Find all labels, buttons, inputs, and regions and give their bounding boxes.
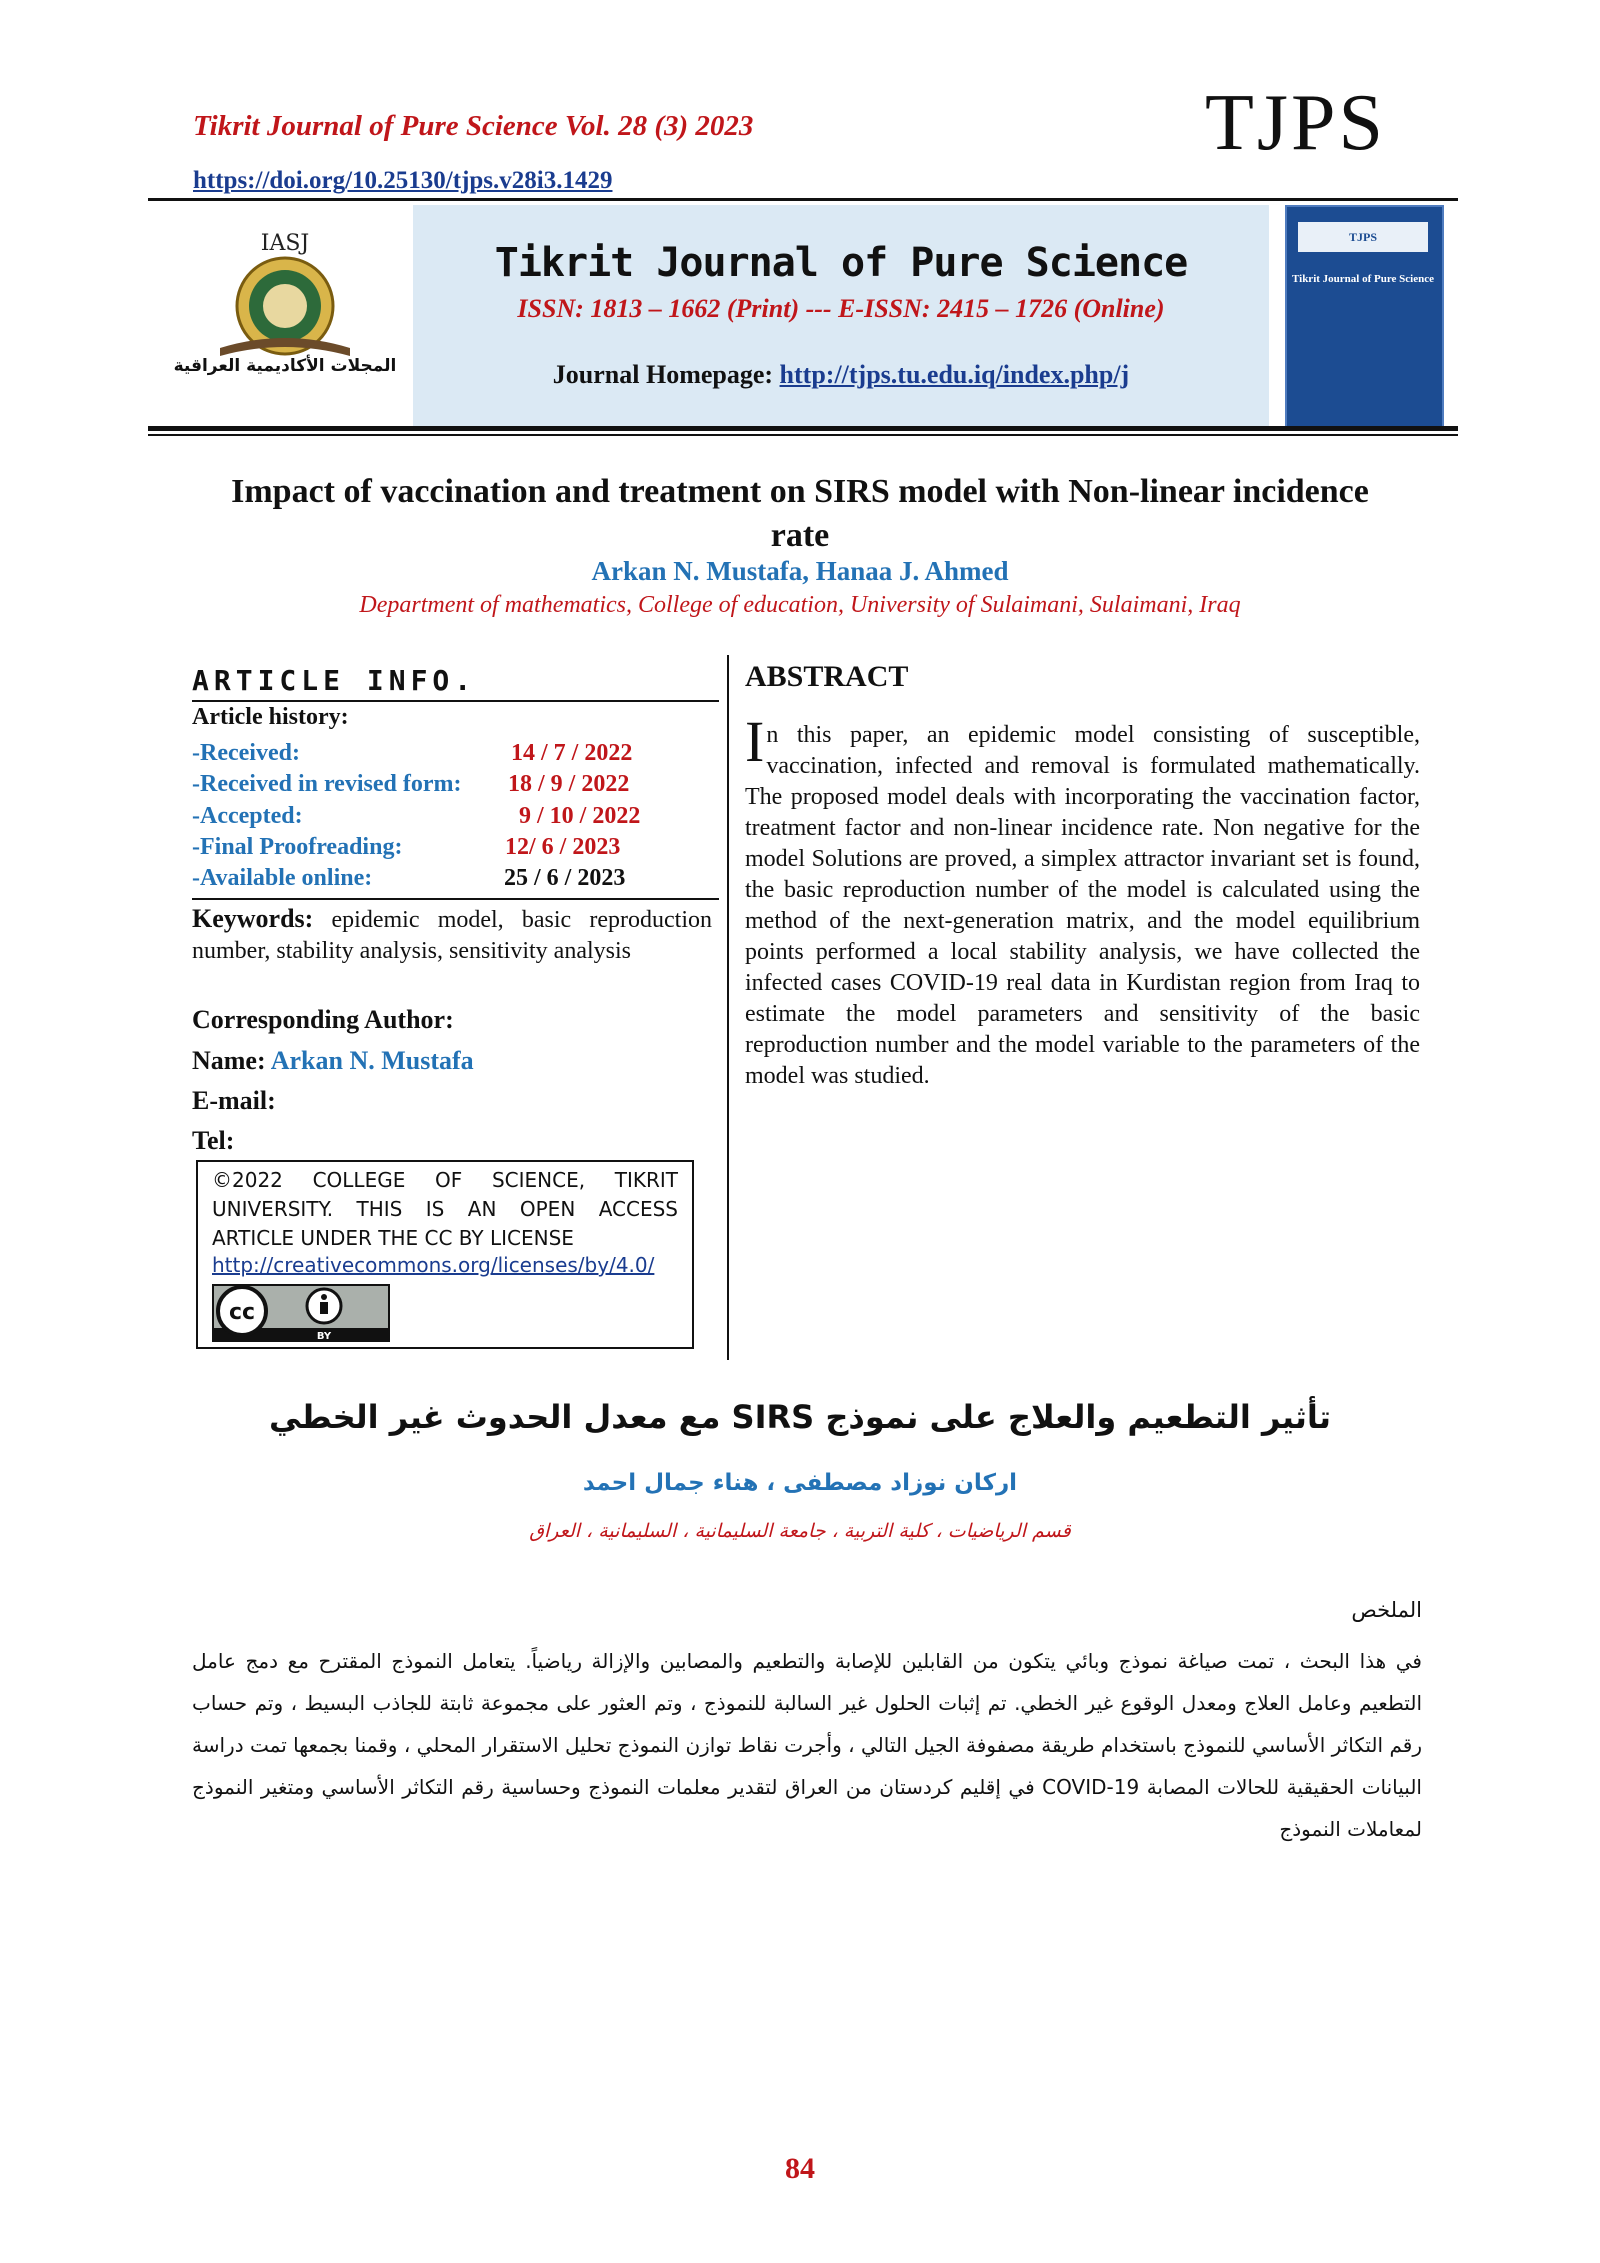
doi-link[interactable]: https://doi.org/10.25130/tjps.v28i3.1429 bbox=[193, 167, 613, 194]
journal-homepage bbox=[413, 360, 1269, 390]
history-date-proofreading: 12/ 6 / 2023 bbox=[505, 834, 621, 860]
history-date-received: 14 / 7 / 2022 bbox=[511, 740, 633, 766]
article-authors: Arkan N. Mustafa, Hanaa J. Ahmed bbox=[591, 556, 1009, 586]
history-label-received: -Received: bbox=[192, 740, 300, 766]
keywords-text: epidemic model, basic reproduction number, stability analysis, sensitivity analysis bbox=[192, 907, 713, 964]
name-value: Arkan N. Mustafa bbox=[270, 1046, 474, 1075]
cc-by-badge bbox=[212, 1284, 390, 1342]
info-rule-top bbox=[192, 700, 719, 702]
history-date-online: 25 / 6 / 2023 bbox=[504, 865, 626, 891]
history-row-online bbox=[192, 865, 712, 892]
history-row-received bbox=[192, 740, 712, 767]
email-label: E-mail: bbox=[192, 1086, 276, 1115]
license-link[interactable]: http://creativecommons.org/licenses/by/4.0/ bbox=[212, 1253, 655, 1277]
article-title: Impact of vaccination and treatment on SIRS model with Non-linear incidence rate bbox=[231, 473, 1369, 554]
history-label-proofreading: -Final Proofreading: bbox=[192, 834, 403, 860]
homepage-label: Journal Homepage: bbox=[552, 360, 774, 389]
cover-title: Tikrit Journal of Pure Science bbox=[1292, 273, 1434, 285]
info-rule-bottom bbox=[192, 898, 719, 900]
column-separator bbox=[727, 655, 729, 1360]
homepage-link[interactable]: http://tjps.tu.edu.iq/index.php/j bbox=[779, 360, 1130, 389]
arabic-abstract-body: في هذا البحث ، تمت صياغة نموذج وبائي يتكون من القابلين للإصابة والتطعيم والمصابين والإزالة رياضياً. يتعامل النموذج المقترح مع دمج عامل التطعيم وعامل العلاج ومعدل الوقوع غير الخطي. تم إثبات الحلول غير السالبة للنموذج ، وتم العثور على مجموعة ثابتة للجاذب البسيط ، وتم حساب رقم التكاثر الأساسي للنموذج باستخدام طريقة مصفوفة الجيل التالي ، وأجرت نقاط توازن النموذج تحليل الاستقرار المحلي ، وقمنا بجمعها تمت دراسة البيانات الحقيقية للحالات المصابة COVID-19 في إقليم كردستان من العراق لتقدير معلمات النموذج وحساسية رقم التكاثر الأساسي ومتغير النموذج لمعاملات النموذج bbox=[192, 1649, 1422, 1841]
history-row-revised bbox=[192, 771, 712, 798]
tel-label: Tel: bbox=[192, 1126, 235, 1155]
corresponding-author-label: Corresponding Author: bbox=[192, 1005, 454, 1034]
history-date-accepted: 9 / 10 / 2022 bbox=[519, 803, 641, 829]
abstract-text: n this paper, an epidemic model consisting of susceptible, vaccination, infected and removal is formulated mathematically. The proposed model deals with incorporating the vaccination factor, treatment factor and non-linear incidence rate. Non negative for the model Solutions are proved, a simplex attractor invariant set is found, the basic reproduction number of the model is calculated using the method of the next-generation matrix, and the model equilibrium points performed a local stability analysis, we have collected the infected cases COVID-19 real data in Kurdistan region from Iraq to estimate the model parameters and sensitivity of the basic reproduction number and the model variable to the parameters of the model was studied. bbox=[745, 722, 1420, 1089]
keywords-label: Keywords: bbox=[192, 904, 314, 933]
arabic-affiliation: قسم الرياضيات ، كلية التربية ، جامعة السليمانية ، السليمانية ، العراق bbox=[529, 1520, 1071, 1542]
journal-banner-title: Tikrit Journal of Pure Science bbox=[494, 240, 1188, 286]
abstract-body bbox=[745, 709, 1420, 1092]
svg-text:cc: cc bbox=[228, 1300, 256, 1325]
history-label: Article history: bbox=[192, 704, 349, 730]
history-date-revised: 18 / 9 / 2022 bbox=[508, 771, 630, 797]
keywords bbox=[192, 903, 712, 967]
abstract-heading: ABSTRACT bbox=[745, 660, 909, 693]
history-row-proofreading bbox=[192, 834, 712, 861]
journal-citation: Tikrit Journal of Pure Science Vol. 28 (3) 2023 bbox=[193, 110, 754, 142]
article-info-heading: ARTICLE INFO. bbox=[192, 664, 477, 697]
header-rule-top bbox=[148, 198, 1458, 201]
name-label: Name: bbox=[192, 1046, 266, 1075]
history-row-accepted bbox=[192, 803, 712, 830]
arabic-abstract-heading: الملخص bbox=[1351, 1598, 1422, 1622]
article-affiliation: Department of mathematics, College of education, University of Sulaimani, Sulaimani, Iraq bbox=[359, 592, 1241, 618]
cover-badge: TJPS bbox=[1298, 222, 1428, 252]
license-text: ©2022 COLLEGE OF SCIENCE, TIKRIT UNIVERSITY. THIS IS AN OPEN ACCESS ARTICLE UNDER THE CC BY LICENSE bbox=[212, 1168, 678, 1250]
header-rule-bottom bbox=[148, 426, 1458, 431]
history-label-online: -Available online: bbox=[192, 865, 373, 891]
arabic-title: تأثير التطعيم والعلاج على نموذج SIRS مع معدل الحدوث غير الخطي bbox=[269, 1398, 1331, 1436]
arabic-authors: اركان نوزاد مصطفى ، هناء جمال احمد bbox=[582, 1470, 1018, 1496]
logo-arabic-caption: المجلات الأكاديمية العراقية bbox=[173, 356, 397, 376]
history-label-accepted: -Accepted: bbox=[192, 803, 303, 829]
tjps-brand: TJPS bbox=[1205, 79, 1386, 167]
logo-iasj-text: IASJ bbox=[260, 231, 310, 256]
page-number: 84 bbox=[785, 2152, 815, 2185]
svg-text:BY: BY bbox=[316, 1331, 332, 1342]
history-label-revised: -Received in revised form: bbox=[192, 771, 462, 797]
journal-issn: ISSN: 1813 – 1662 (Print) --- E-ISSN: 2415 – 1726 (Online) bbox=[517, 294, 1165, 323]
abstract-drop-cap: I bbox=[745, 709, 765, 774]
author-name bbox=[192, 1046, 474, 1076]
header-rule-bottom-thin bbox=[148, 434, 1458, 436]
